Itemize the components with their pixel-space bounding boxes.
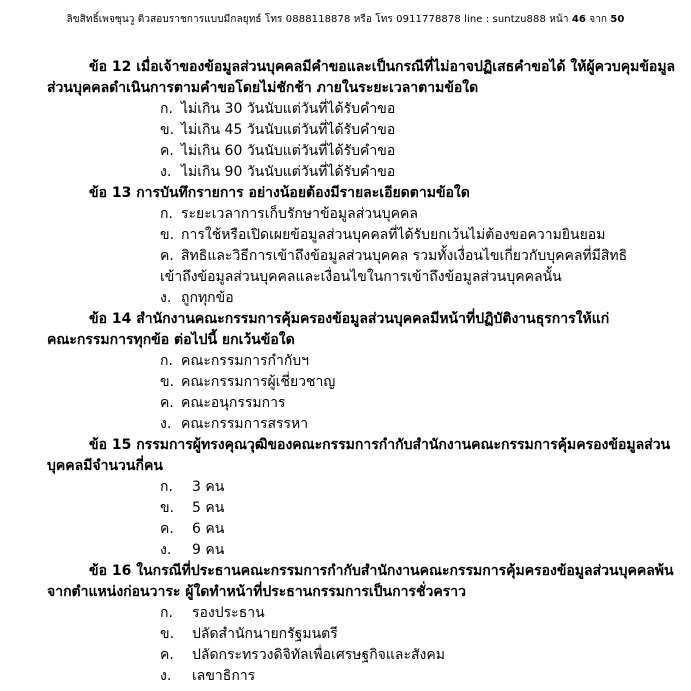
option-text: ไม่เกิน 45 วันนับแต่วันที่ได้รับคำขอ <box>181 122 396 138</box>
option-line <box>47 393 675 414</box>
option-row <box>47 351 675 372</box>
option-row <box>47 204 675 225</box>
option-row <box>47 141 675 162</box>
option-row <box>47 666 675 687</box>
question-stem-line: ส่วนบุคคลดำเนินการตามคำขอโดยไม่ชักช้า ภายในระยะเวลาตามข้อใด <box>47 80 479 96</box>
question-stem-line: ข้อ 14 สำนักงานคณะกรรมการคุ้มครองข้อมูลส่วนบุคคลมีหน้าที่ปฏิบัติงานธุรการให้แก่ <box>89 311 610 327</box>
option-row <box>47 414 675 435</box>
option-text: ไม่เกิน 60 วันนับแต่วันที่ได้รับคำขอ <box>181 143 396 159</box>
option-line <box>47 477 675 498</box>
option-text: 6 คน <box>192 521 225 537</box>
option-line <box>47 624 675 645</box>
option-line <box>47 246 675 267</box>
option-row <box>47 99 675 120</box>
question-stem-line: จากตำแหน่งก่อนวาระ ผู้ใดทำหน้าที่ประธานกรรมการเป็นการชั่วคราว <box>47 584 466 600</box>
option-line <box>47 99 675 120</box>
option-row <box>47 477 675 498</box>
option-letter: ง. <box>160 164 172 180</box>
question-14 <box>47 309 675 435</box>
option-text: คณะกรรมการสรรหา <box>181 416 309 432</box>
option-text: ถูกทุกข้อ <box>181 290 234 306</box>
question-stem-line: ข้อ 15 กรรมการผู้ทรงคุณวุฒิของคณะกรรมการกำกับสำนักงานคณะกรรมการคุ้มครองข้อมูลส่วน <box>89 437 671 453</box>
question-stem-line: ข้อ 16 ในกรณีที่ประธานคณะกรรมการกำกับสำนักงานคณะกรรมการคุ้มครองข้อมูลส่วนบุคคลพ้น <box>89 563 674 579</box>
option-row <box>47 225 675 246</box>
option-text: รองประธาน <box>192 605 265 621</box>
option-text: 9 คน <box>192 542 225 558</box>
question-12 <box>47 57 675 183</box>
question-stem-line: ข้อ 13 การบันทึกรายการ อย่างน้อยต้องมีรายละเอียดตามข้อใด <box>89 185 470 201</box>
option-letter: ก. <box>160 479 173 495</box>
option-row <box>47 372 675 393</box>
option-line <box>47 288 675 309</box>
option-letter: ง. <box>160 290 172 306</box>
option-letter: ค. <box>160 143 174 159</box>
option-text: สิทธิและวิธีการเข้าถึงข้อมูลส่วนบุคคล รวมทั้งเงื่อนไขเกี่ยวกับบุคคลที่มีสิทธิ <box>181 248 628 264</box>
option-line <box>47 414 675 435</box>
option-line <box>47 372 675 393</box>
question-stem-line: บุคคลมีจำนวนกี่คน <box>47 458 163 474</box>
page-number: 46 <box>571 14 586 25</box>
option-row <box>47 624 675 645</box>
option-line <box>47 351 675 372</box>
total-pages: 50 <box>610 14 625 25</box>
option-text: การใช้หรือเปิดเผยข้อมูลส่วนบุคคลที่ได้รับยกเว้นไม่ต้องขอความยินยอม <box>181 227 606 243</box>
option-line <box>47 162 675 183</box>
question-stem-line: ข้อ 12 เมื่อเจ้าของข้อมูลส่วนบุคคลมีคำขอและเป็นกรณีที่ไม่อาจปฏิเสธคำขอได้ ให้ผู้ควบคุมข้อมูล <box>89 59 676 75</box>
option-row <box>47 603 675 624</box>
option-row <box>47 498 675 519</box>
question-16 <box>47 561 675 687</box>
option-line <box>47 519 675 540</box>
option-letter: ข. <box>160 500 175 516</box>
option-letter: ข. <box>160 626 175 642</box>
option-row <box>47 519 675 540</box>
option-letter: ค. <box>160 248 174 264</box>
option-letter: ง. <box>160 542 172 558</box>
option-line <box>47 603 675 624</box>
option-letter: ง. <box>160 416 172 432</box>
option-row <box>47 120 675 141</box>
option-text: ปลัดสำนักนายกรัฐมนตรี <box>192 626 338 642</box>
page-header <box>0 0 691 27</box>
option-text: ระยะเวลาการเก็บรักษาข้อมูลส่วนบุคคล <box>181 206 418 222</box>
option-row <box>47 288 675 309</box>
option-line <box>47 141 675 162</box>
option-line <box>47 498 675 519</box>
option-row <box>47 645 675 666</box>
option-row <box>47 393 675 414</box>
option-line <box>47 225 675 246</box>
option-letter: ค. <box>160 395 174 411</box>
option-letter: ง. <box>160 668 172 684</box>
option-row <box>47 162 675 183</box>
option-row <box>47 540 675 561</box>
option-text: ปลัดกระทรวงดิจิทัลเพื่อเศรษฐกิจและสังคม <box>192 647 445 663</box>
option-letter: ก. <box>160 605 173 621</box>
option-letter: ก. <box>160 101 173 117</box>
option-text: คณะกรรมการผู้เชี่ยวชาญ <box>181 374 336 390</box>
option-line <box>47 645 675 666</box>
option-letter: ก. <box>160 206 173 222</box>
question-15 <box>47 435 675 561</box>
question-list <box>0 57 691 687</box>
question-13 <box>47 183 675 309</box>
option-text: 5 คน <box>192 500 225 516</box>
option-letter: ค. <box>160 647 174 663</box>
option-line <box>47 120 675 141</box>
option-line: เข้าถึงข้อมูลส่วนบุคคลและเงื่อนไขในการเข้าถึงข้อมูลส่วนบุคคลนั้น <box>160 269 562 285</box>
option-letter: ข. <box>160 227 175 243</box>
option-text: 3 คน <box>192 479 225 495</box>
option-text: ไม่เกิน 30 วันนับแต่วันที่ได้รับคำขอ <box>181 101 396 117</box>
option-text: คณะอนุกรรมการ <box>181 395 286 411</box>
option-letter: ก. <box>160 353 173 369</box>
option-text: คณะกรรมการกำกับฯ <box>181 353 310 369</box>
copyright-contact-text: ลิขสิทธิ์เพจซุนวู ติวสอบราชการแบบมีกลยุทธ์ โทร 0888118878 หรือ โทร 0911778878 line : suntzu888 หน้า <box>66 14 572 25</box>
option-line <box>47 666 675 687</box>
option-text: ไม่เกิน 90 วันนับแต่วันที่ได้รับคำขอ <box>181 164 396 180</box>
option-letter: ข. <box>160 122 175 138</box>
question-stem-line: คณะกรรมการทุกข้อ ต่อไปนี้ ยกเว้นข้อใด <box>47 332 295 348</box>
option-letter: ข. <box>160 374 175 390</box>
option-row <box>47 246 675 288</box>
option-text: เลขาธิการ <box>192 668 256 684</box>
option-line <box>47 540 675 561</box>
option-letter: ค. <box>160 521 174 537</box>
option-line <box>47 204 675 225</box>
page-of-word: จาก <box>585 14 611 25</box>
